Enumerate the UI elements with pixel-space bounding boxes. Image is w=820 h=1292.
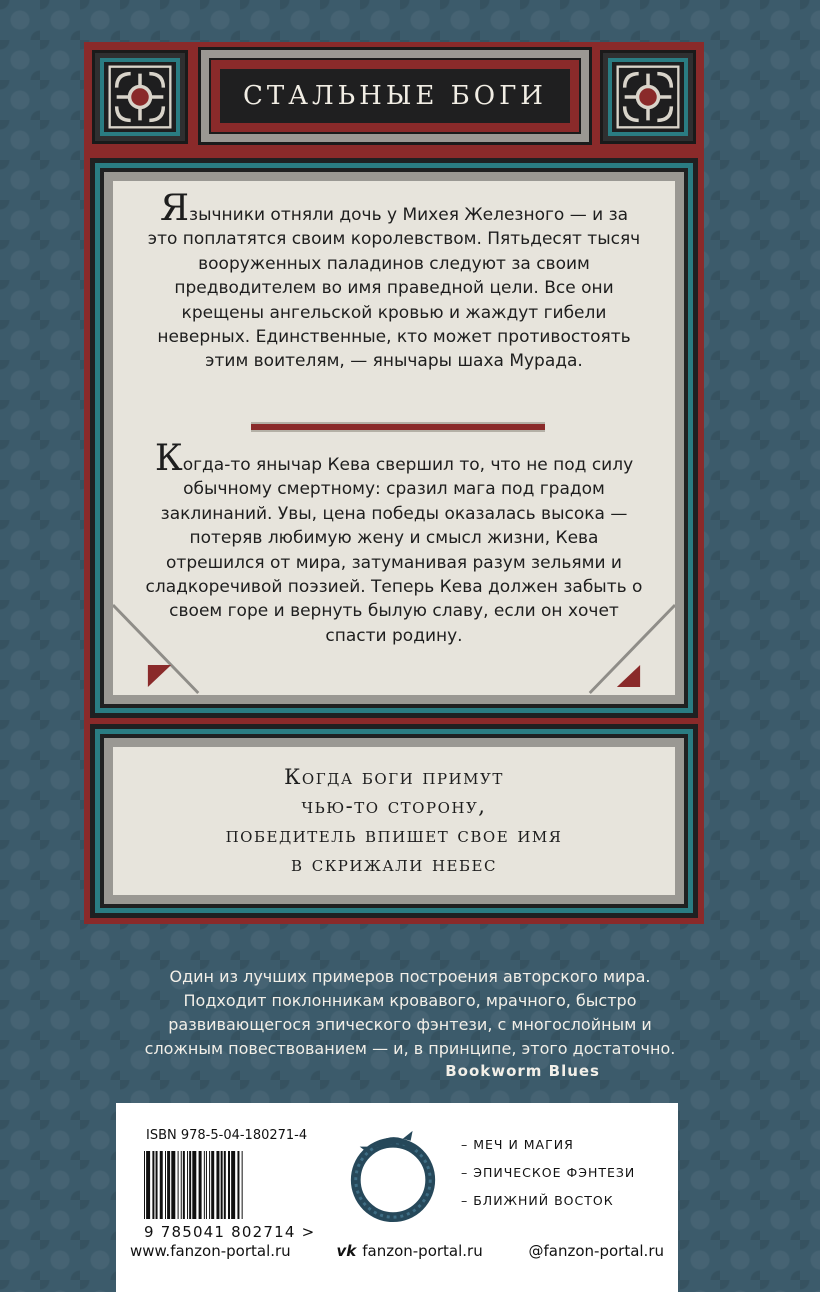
- paragraph-text: зычники отняли дочь у Михея Железного — и за это поплатятся своим королевством. Пятьдесят тысяч вооруженных паладинов следуют за своим предводителем во имя праведной цели. Все они крещены ангельской кровью и жаждут гибели неверных. Единственные, кто может противостоять этим воителям, — янычары шаха Мурада.: [147, 205, 641, 372]
- barcode-bar: [199, 1151, 202, 1219]
- publisher-block: [116, 1103, 678, 1292]
- series-title: СТАЛЬНЫЕ БОГИ: [243, 81, 547, 111]
- title-frame: [198, 47, 592, 145]
- barcode-bar: [204, 1151, 205, 1219]
- review-quote: Один из лучших примеров построения авторского мира. Подходит поклонникам кровавого, мрачного, быстро развивающегося эпического фэнтези, с многослойным и сложным повествованием — и, в принципе, этого достаточно.: [144, 967, 676, 1058]
- tagline-line: победитель впишет свое имя: [225, 823, 563, 847]
- genre-item: – БЛИЖНИЙ ВОСТОК: [461, 1193, 614, 1208]
- barcode-bar: [189, 1151, 191, 1219]
- drop-cap: К: [154, 438, 183, 479]
- barcode-bar: [171, 1151, 175, 1219]
- barcode-bar: [211, 1151, 214, 1219]
- barcode-bar: [165, 1151, 166, 1219]
- drop-cap: Я: [159, 188, 190, 229]
- knot-ornament-icon: [612, 62, 684, 132]
- barcode-bar: [152, 1151, 154, 1219]
- barcode-bar: [228, 1151, 230, 1219]
- barcode-bar: [187, 1151, 188, 1219]
- social-handle[interactable]: @fanzon-portal.ru: [528, 1242, 664, 1260]
- blurb-frame: [84, 152, 704, 724]
- genre-item: – ЭПИЧЕСКОЕ ФЭНТЕЗИ: [461, 1165, 636, 1180]
- barcode-bar: [146, 1151, 150, 1219]
- tagline-line: Когда боги примут: [284, 765, 504, 789]
- barcode: [142, 1151, 322, 1219]
- triangle-ornament-icon: [148, 665, 171, 687]
- triangle-ornament-icon: [617, 665, 640, 687]
- tagline-card: [113, 747, 675, 895]
- knot-ornament-icon: [104, 62, 176, 132]
- vk-icon: vk: [336, 1242, 357, 1260]
- barcode-bar: [156, 1151, 158, 1219]
- dragon-ouroboros-logo: [344, 1127, 442, 1225]
- tagline: [226, 763, 563, 879]
- barcode-bar: [237, 1151, 239, 1219]
- barcode-bar: [183, 1151, 185, 1219]
- tagline-line: в скрижали небес: [291, 852, 497, 876]
- barcode-bar: [192, 1151, 196, 1219]
- genre-item: – МЕЧ И МАГИЯ: [461, 1137, 574, 1152]
- barcode-bar: [242, 1151, 243, 1219]
- barcode-bar: [231, 1151, 235, 1219]
- vk-link-text: fanzon-portal.ru: [362, 1242, 483, 1260]
- paragraph-text: огда-то янычар Кева свершил то, что не под силу обычному смертному: сразил мага под градом заклинаний. Увы, цена победы оказалась высока — потеряв любимую жену и смысл жизни, Кева отрешился от мира, затуманивая разум зельями и сладкоречивой поэзией. Теперь Кева должен забыть о своем горе и вернуть былую славу, если он хочет спасти родину.: [145, 455, 643, 646]
- tagline-frame: [84, 724, 704, 924]
- card-corner-ornaments: [113, 595, 675, 695]
- divider: [251, 422, 545, 432]
- barcode-bar: [144, 1151, 145, 1219]
- isbn-label: ISBN 978-5-04-180271-4: [146, 1128, 308, 1143]
- blurb-paragraph-1: [143, 188, 645, 374]
- website-link[interactable]: www.fanzon-portal.ru: [130, 1242, 291, 1260]
- corner-ornament-left: [92, 50, 188, 144]
- barcode-bar: [181, 1151, 182, 1219]
- barcode-digits: 9 785041 802714 >: [144, 1223, 316, 1241]
- header-frame: [84, 42, 704, 152]
- barcode-bar: [167, 1151, 170, 1219]
- contact-row: [130, 1239, 664, 1263]
- corner-ornament-right: [600, 50, 696, 144]
- barcode-bar: [178, 1151, 179, 1219]
- barcode-bar: [160, 1151, 163, 1219]
- tagline-line: чью-то сторону,: [301, 794, 487, 818]
- barcode-bar: [224, 1151, 226, 1219]
- review-source: Bookworm Blues: [445, 1062, 600, 1080]
- barcode-bar: [216, 1151, 219, 1219]
- blurb-card: [113, 181, 675, 695]
- vk-link[interactable]: [336, 1242, 482, 1260]
- barcode-bar: [221, 1151, 223, 1219]
- barcode-bar: [209, 1151, 210, 1219]
- barcode-bar: [206, 1151, 207, 1219]
